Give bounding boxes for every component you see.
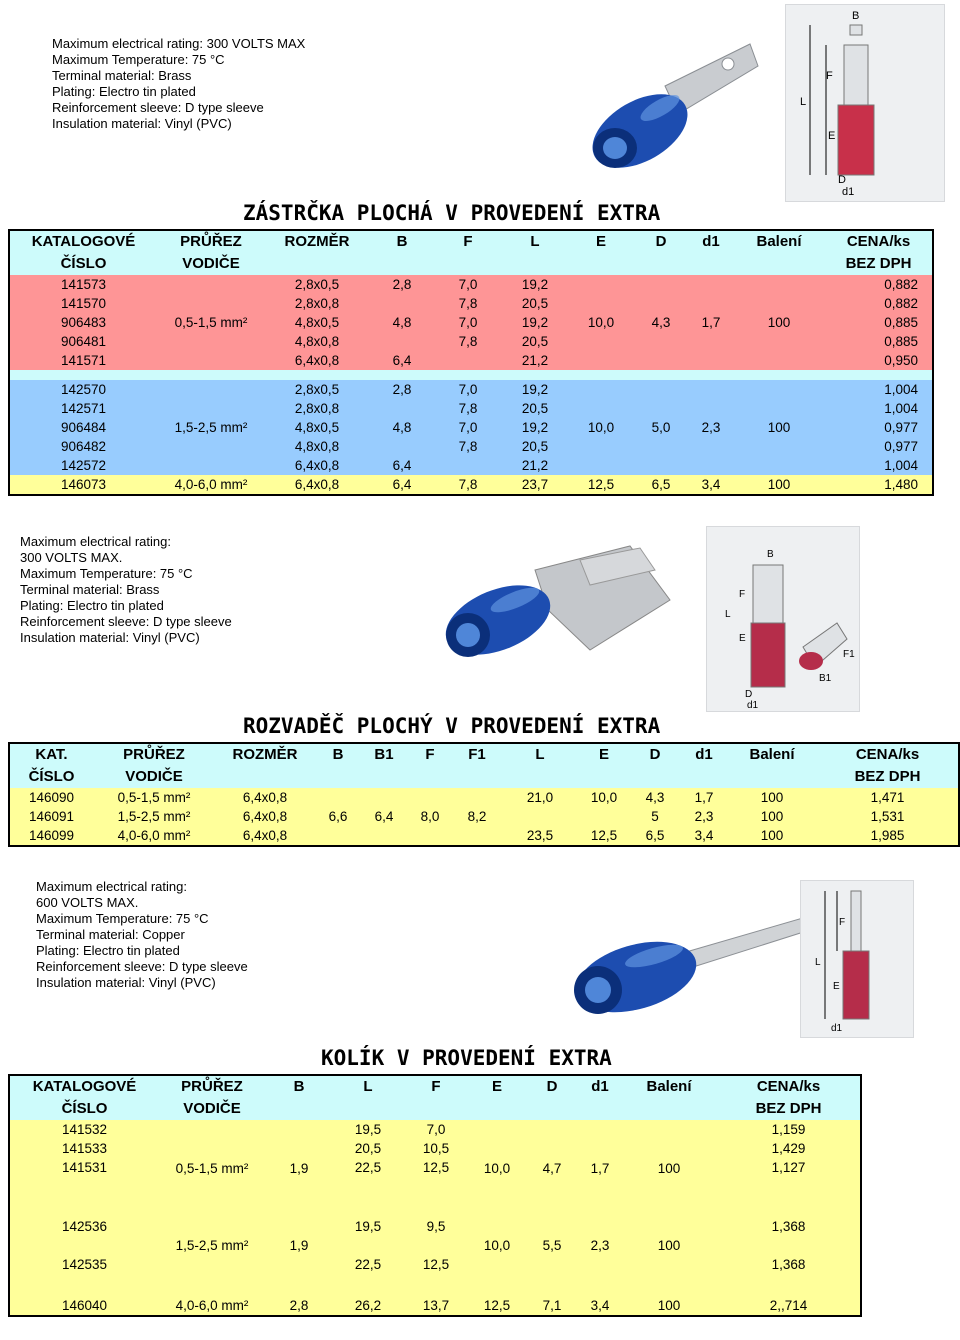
cell: 6,4x0,8 bbox=[215, 826, 315, 846]
col-header: CENA/ks bbox=[817, 743, 959, 766]
col-header: F bbox=[403, 1075, 469, 1098]
cell: 146090 bbox=[9, 788, 93, 807]
cell: 4,3 bbox=[633, 275, 689, 370]
col-header: Balení bbox=[621, 1075, 717, 1098]
cell: 7,0 bbox=[435, 380, 501, 399]
cell: 7,1 bbox=[525, 1296, 579, 1316]
dim-label-B: B bbox=[852, 10, 860, 22]
cell: 6,4 bbox=[361, 788, 407, 846]
spec-line: Insulation material: Vinyl (PVC) bbox=[20, 630, 200, 645]
table-header-row bbox=[9, 1075, 861, 1098]
cell: 0,882 bbox=[825, 294, 933, 313]
cell bbox=[435, 351, 501, 370]
col-header: BEZ DPH bbox=[717, 1098, 861, 1120]
col-header: ROZMĚR bbox=[215, 743, 315, 766]
dim-label-d1: d1 bbox=[747, 700, 759, 711]
cell: 6,4x0,8 bbox=[215, 788, 315, 807]
table-header-row bbox=[9, 253, 933, 275]
cell: 1,5-2,5 mm² bbox=[159, 1217, 265, 1274]
table-header-row bbox=[9, 1098, 861, 1120]
table-row bbox=[9, 275, 933, 294]
cell: 100 bbox=[733, 475, 825, 495]
cell: 1,004 bbox=[825, 380, 933, 399]
cell bbox=[369, 399, 435, 418]
cell: 1,985 bbox=[817, 826, 959, 846]
col-header: Balení bbox=[733, 230, 825, 253]
col-header: CENA/ks bbox=[825, 230, 933, 253]
spec-line: Terminal material: Brass bbox=[52, 68, 192, 83]
table-row bbox=[9, 1217, 861, 1236]
female-terminal-drawing bbox=[706, 526, 860, 712]
cell: 9,5 bbox=[403, 1217, 469, 1236]
cell: 2,8x0,8 bbox=[265, 399, 369, 418]
spec-list-3 bbox=[36, 879, 248, 991]
cell: 4,8x0,8 bbox=[265, 437, 369, 456]
cell: 7,8 bbox=[435, 399, 501, 418]
col-header: B bbox=[315, 743, 361, 766]
col-header: L bbox=[501, 743, 579, 766]
cell: 12,5 bbox=[579, 826, 629, 846]
spec-line: Plating: Electro tin plated bbox=[52, 84, 196, 99]
dim-label-L: L bbox=[815, 957, 821, 968]
cell: 10,0 bbox=[569, 275, 633, 370]
cell: 7,8 bbox=[435, 475, 501, 495]
cell: 6,5 bbox=[633, 475, 689, 495]
col-header: E bbox=[569, 230, 633, 253]
cell: 142572 bbox=[9, 456, 157, 475]
col-header: ROZMĚR bbox=[265, 230, 369, 253]
cell: 2,3 bbox=[681, 807, 727, 826]
col-header: d1 bbox=[689, 230, 733, 253]
cell bbox=[435, 456, 501, 475]
col-header: L bbox=[333, 1075, 403, 1098]
cell: 10,0 bbox=[569, 380, 633, 475]
cell: 2,8 bbox=[369, 275, 435, 294]
cell: 12,5 bbox=[569, 475, 633, 495]
spec-line: Maximum Temperature: 75 °C bbox=[52, 52, 225, 67]
cell: 4,8x0,5 bbox=[265, 418, 369, 437]
spec-line: Reinforcement sleeve: D type sleeve bbox=[36, 959, 248, 974]
col-header: VODIČE bbox=[159, 1098, 265, 1120]
col-header: PRŮŘEZ bbox=[93, 743, 215, 766]
cell: 4,0-6,0 mm² bbox=[93, 826, 215, 846]
col-header: VODIČE bbox=[93, 766, 215, 788]
spec-line: Maximum electrical rating: 300 VOLTS MAX bbox=[52, 36, 306, 51]
cell: 12,5 bbox=[403, 1158, 469, 1177]
spec-line: Insulation material: Vinyl (PVC) bbox=[52, 116, 232, 131]
cell: 141531 bbox=[9, 1158, 159, 1177]
cell: 2,3 bbox=[689, 380, 733, 475]
cell: 146040 bbox=[9, 1296, 159, 1316]
cell: 142535 bbox=[9, 1255, 159, 1274]
cell: 2,8x0,8 bbox=[265, 294, 369, 313]
dim-label-L: L bbox=[800, 96, 807, 108]
table-row bbox=[9, 1158, 861, 1177]
cell: 0,885 bbox=[825, 313, 933, 332]
cell: 4,0-6,0 mm² bbox=[157, 475, 265, 495]
col-header: ČÍSLO bbox=[9, 253, 157, 275]
dim-label-d1: d1 bbox=[831, 1023, 843, 1034]
cell: 20,5 bbox=[501, 294, 569, 313]
cell: 100 bbox=[621, 1296, 717, 1316]
table-row bbox=[9, 1139, 861, 1158]
cell: 5 bbox=[629, 807, 681, 826]
col-header: CENA/ks bbox=[717, 1075, 861, 1098]
pin-terminal-drawing bbox=[800, 880, 914, 1038]
cell: 7,8 bbox=[435, 332, 501, 351]
table-header-row bbox=[9, 743, 959, 766]
cell: 1,004 bbox=[825, 456, 933, 475]
cell: 3,4 bbox=[579, 1296, 621, 1316]
cell bbox=[369, 294, 435, 313]
cell: 10,0 bbox=[469, 1120, 525, 1217]
col-header: E bbox=[469, 1075, 525, 1098]
cell: 7,8 bbox=[435, 294, 501, 313]
cell: 10,0 bbox=[469, 1217, 525, 1274]
table-row bbox=[9, 1296, 861, 1316]
cell: 906483 bbox=[9, 313, 157, 332]
cell: 4,8x0,5 bbox=[265, 313, 369, 332]
cell: 6,4 bbox=[369, 456, 435, 475]
cell: 100 bbox=[727, 788, 817, 807]
cell: 26,2 bbox=[333, 1296, 403, 1316]
cell: 19,5 bbox=[333, 1217, 403, 1236]
cell: 10,5 bbox=[403, 1139, 469, 1158]
dim-label-F: F bbox=[826, 70, 833, 82]
cell: 6,4 bbox=[369, 351, 435, 370]
col-header: B bbox=[265, 1075, 333, 1098]
col-header: E bbox=[579, 743, 629, 766]
col-header: F bbox=[435, 230, 501, 253]
cell: 2,8x0,5 bbox=[265, 275, 369, 294]
col-header: KAT. bbox=[9, 743, 93, 766]
cell: 3,4 bbox=[689, 475, 733, 495]
col-header: KATALOGOVÉ bbox=[9, 230, 157, 253]
spec-line: Maximum Temperature: 75 °C bbox=[36, 911, 209, 926]
cell: 6,6 bbox=[315, 788, 361, 846]
cell: 100 bbox=[727, 826, 817, 846]
spec-line: Terminal material: Brass bbox=[20, 582, 160, 597]
cell: 2,,714 bbox=[717, 1296, 861, 1316]
cell: 1,004 bbox=[825, 399, 933, 418]
cell: 21,2 bbox=[501, 456, 569, 475]
cell: 19,2 bbox=[501, 313, 569, 332]
cell: 20,5 bbox=[501, 399, 569, 418]
table-row bbox=[9, 788, 959, 807]
price-table-1 bbox=[8, 229, 934, 496]
cell: 6,4 bbox=[369, 475, 435, 495]
col-header: VODIČE bbox=[157, 253, 265, 275]
cell: 19,2 bbox=[501, 380, 569, 399]
section-title: ZÁSTRČKA PLOCHÁ V PROVEDENÍ EXTRA bbox=[243, 201, 661, 225]
cell: 141571 bbox=[9, 351, 157, 370]
dim-label-F: F bbox=[839, 917, 846, 928]
cell: 4,8 bbox=[369, 313, 435, 332]
cell: 142570 bbox=[9, 380, 157, 399]
cell: 19,5 bbox=[333, 1120, 403, 1139]
cell: 1,368 bbox=[717, 1217, 861, 1236]
dim-label-D: D bbox=[838, 174, 846, 186]
cell: 10,0 bbox=[579, 788, 629, 826]
col-header: PRŮŘEZ bbox=[157, 230, 265, 253]
cell: 4,8x0,8 bbox=[265, 332, 369, 351]
col-header: ČÍSLO bbox=[9, 1098, 159, 1120]
cell: 2,8x0,5 bbox=[265, 380, 369, 399]
cell: 141570 bbox=[9, 294, 157, 313]
cell: 6,4x0,8 bbox=[265, 456, 369, 475]
cell: 141532 bbox=[9, 1120, 159, 1139]
spec-line: Reinforcement sleeve: D type sleeve bbox=[20, 614, 232, 629]
cell: 142571 bbox=[9, 399, 157, 418]
cell: 6,4x0,8 bbox=[265, 475, 369, 495]
col-header: D bbox=[629, 743, 681, 766]
spec-line: Terminal material: Copper bbox=[36, 927, 185, 942]
spec-line: Reinforcement sleeve: D type sleeve bbox=[52, 100, 264, 115]
cell: 13,7 bbox=[403, 1296, 469, 1316]
cell: 23,7 bbox=[501, 475, 569, 495]
table-row bbox=[9, 475, 933, 495]
cell: 7,8 bbox=[435, 437, 501, 456]
section-title: KOLÍK V PROVEDENÍ EXTRA bbox=[321, 1046, 612, 1070]
cell: 141533 bbox=[9, 1139, 159, 1158]
cell: 12,5 bbox=[469, 1296, 525, 1316]
table-header-row bbox=[9, 230, 933, 253]
dim-label-B1: B1 bbox=[819, 673, 832, 684]
cell: 4,3 bbox=[629, 788, 681, 807]
female-flat-terminal-photo bbox=[440, 540, 685, 665]
spec-line: Maximum electrical rating: bbox=[36, 879, 187, 894]
cell: 4,7 bbox=[525, 1120, 579, 1217]
cell: 1,7 bbox=[579, 1120, 621, 1217]
table-header-row bbox=[9, 766, 959, 788]
cell: 4,0-6,0 mm² bbox=[159, 1296, 265, 1316]
dim-label-F1: F1 bbox=[843, 649, 855, 660]
cell: 1,7 bbox=[681, 788, 727, 807]
table-row bbox=[9, 380, 933, 399]
cell: 8,0 bbox=[407, 788, 453, 846]
spec-line: Maximum electrical rating: bbox=[20, 534, 171, 549]
table-row bbox=[9, 1255, 861, 1274]
cell: 906482 bbox=[9, 437, 157, 456]
cell: 5,0 bbox=[633, 380, 689, 475]
cell: 7,0 bbox=[403, 1120, 469, 1139]
dim-label-B: B bbox=[767, 549, 774, 560]
col-header: D bbox=[525, 1075, 579, 1098]
cell: 100 bbox=[621, 1217, 717, 1274]
dim-label-F: F bbox=[739, 589, 746, 600]
male-terminal-drawing bbox=[785, 4, 945, 202]
cell: 146091 bbox=[9, 807, 93, 826]
cell: 100 bbox=[727, 807, 817, 826]
cell: 1,127 bbox=[717, 1158, 861, 1177]
dim-label-E: E bbox=[833, 981, 840, 992]
col-header: F1 bbox=[453, 743, 501, 766]
dim-label-E: E bbox=[739, 633, 746, 644]
cell: 6,5 bbox=[629, 826, 681, 846]
cell: 1,159 bbox=[717, 1120, 861, 1139]
cell: 21,0 bbox=[501, 788, 579, 826]
cell: 5,5 bbox=[525, 1217, 579, 1274]
col-header: Balení bbox=[727, 743, 817, 766]
cell: 146099 bbox=[9, 826, 93, 846]
cell: 20,5 bbox=[333, 1139, 403, 1158]
cell: 6,4x0,8 bbox=[215, 807, 315, 826]
spec-list-1 bbox=[52, 36, 305, 132]
cell: 1,480 bbox=[825, 475, 933, 495]
cell: 100 bbox=[621, 1120, 717, 1217]
cell: 21,2 bbox=[501, 351, 569, 370]
col-header: BEZ DPH bbox=[825, 253, 933, 275]
cell: 0,885 bbox=[825, 332, 933, 351]
cell: 7,0 bbox=[435, 313, 501, 332]
cell: 100 bbox=[733, 380, 825, 475]
cell: 906484 bbox=[9, 418, 157, 437]
col-header: PRŮŘEZ bbox=[159, 1075, 265, 1098]
spec-line: 300 VOLTS MAX. bbox=[20, 550, 123, 565]
col-header: D bbox=[633, 230, 689, 253]
cell: 1,368 bbox=[717, 1255, 861, 1274]
cell: 0,5-1,5 mm² bbox=[157, 275, 265, 370]
table-row bbox=[9, 1120, 861, 1139]
cell: 1,5-2,5 mm² bbox=[93, 807, 215, 826]
cell: 2,8 bbox=[265, 1296, 333, 1316]
col-header: d1 bbox=[579, 1075, 621, 1098]
cell: 1,5-2,5 mm² bbox=[157, 380, 265, 475]
col-header: L bbox=[501, 230, 569, 253]
col-header: BEZ DPH bbox=[817, 766, 959, 788]
spec-line: 600 VOLTS MAX. bbox=[36, 895, 139, 910]
cell: 0,5-1,5 mm² bbox=[93, 788, 215, 807]
cell: 1,9 bbox=[265, 1120, 333, 1217]
section-title: ROZVADĚČ PLOCHÝ V PROVEDENÍ EXTRA bbox=[243, 714, 661, 738]
cell: 2,3 bbox=[579, 1217, 621, 1274]
dim-label-D: D bbox=[745, 689, 753, 700]
cell: 20,5 bbox=[501, 437, 569, 456]
cell: 1,9 bbox=[265, 1217, 333, 1274]
cell: 0,950 bbox=[825, 351, 933, 370]
cell: 906481 bbox=[9, 332, 157, 351]
spec-line: Insulation material: Vinyl (PVC) bbox=[36, 975, 216, 990]
spec-list-2 bbox=[20, 534, 232, 646]
col-header: B1 bbox=[361, 743, 407, 766]
spec-line: Plating: Electro tin plated bbox=[36, 943, 180, 958]
cell: 23,5 bbox=[501, 826, 579, 846]
dim-label-L: L bbox=[725, 609, 731, 620]
cell: 146073 bbox=[9, 475, 157, 495]
spec-line: Maximum Temperature: 75 °C bbox=[20, 566, 193, 581]
cell: 141573 bbox=[9, 275, 157, 294]
cell: 142536 bbox=[9, 1217, 159, 1236]
cell: 100 bbox=[733, 275, 825, 370]
cell: 0,5-1,5 mm² bbox=[159, 1120, 265, 1217]
col-header: ČÍSLO bbox=[9, 766, 93, 788]
cell: 1,429 bbox=[717, 1139, 861, 1158]
col-header: B bbox=[369, 230, 435, 253]
cell: 0,882 bbox=[825, 275, 933, 294]
cell: 20,5 bbox=[501, 332, 569, 351]
cell bbox=[369, 332, 435, 351]
cell: 2,8 bbox=[369, 380, 435, 399]
cell: 19,2 bbox=[501, 275, 569, 294]
cell: 22,5 bbox=[333, 1158, 403, 1177]
cell: 4,8 bbox=[369, 418, 435, 437]
spec-line: Plating: Electro tin plated bbox=[20, 598, 164, 613]
cell: 1,471 bbox=[817, 788, 959, 807]
col-header: KATALOGOVÉ bbox=[9, 1075, 159, 1098]
cell: 19,2 bbox=[501, 418, 569, 437]
cell: 6,4x0,8 bbox=[265, 351, 369, 370]
price-table-2 bbox=[8, 742, 960, 847]
cell: 0,977 bbox=[825, 437, 933, 456]
price-table-3 bbox=[8, 1074, 862, 1317]
cell: 8,2 bbox=[453, 788, 501, 846]
cell: 0,977 bbox=[825, 418, 933, 437]
cell: 1,531 bbox=[817, 807, 959, 826]
cell: 12,5 bbox=[403, 1255, 469, 1274]
col-header: d1 bbox=[681, 743, 727, 766]
cell bbox=[369, 437, 435, 456]
cell: 22,5 bbox=[333, 1255, 403, 1274]
cell: 7,0 bbox=[435, 418, 501, 437]
dim-label-d1: d1 bbox=[842, 186, 855, 198]
male-flat-terminal-photo bbox=[580, 36, 765, 176]
cell: 3,4 bbox=[681, 826, 727, 846]
cell: 7,0 bbox=[435, 275, 501, 294]
cell: 1,7 bbox=[689, 275, 733, 370]
dim-label-E: E bbox=[828, 130, 836, 142]
col-header: F bbox=[407, 743, 453, 766]
